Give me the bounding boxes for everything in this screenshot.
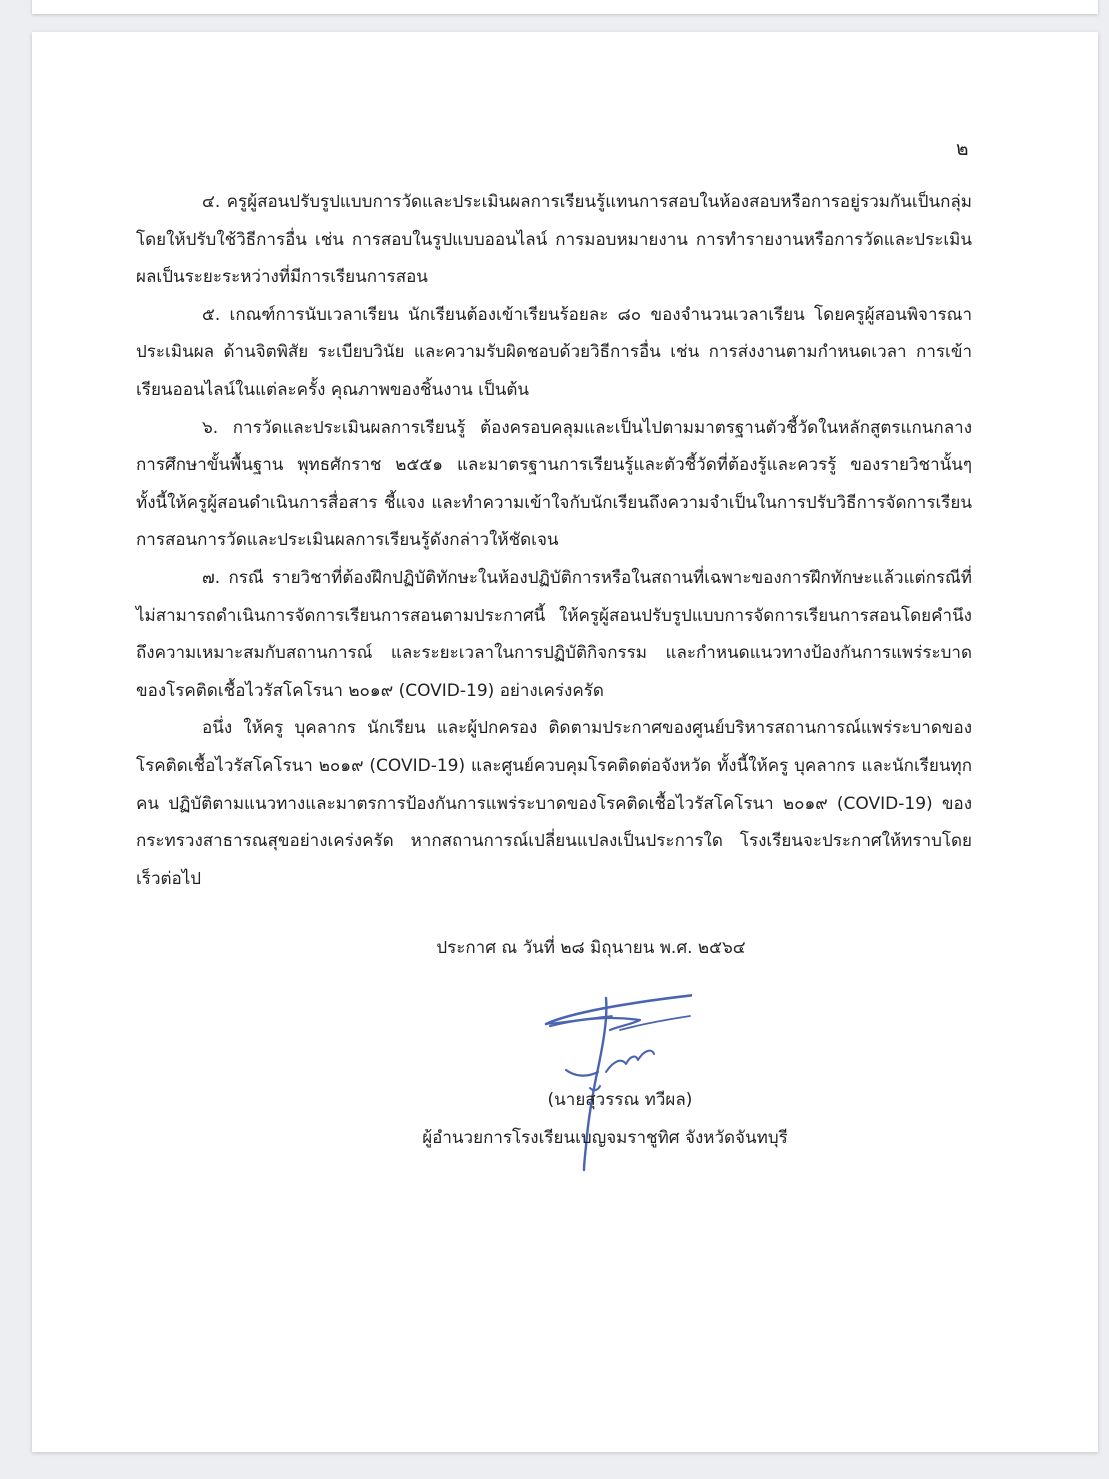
- document-page: [32, 32, 1098, 1452]
- previous-page-edge: [32, 0, 1098, 14]
- announcement-date: ประกาศ ณ วันที่ ๒๘ มิถุนายน พ.ศ. ๒๕๖๔: [436, 938, 746, 958]
- paragraph-closing: อนึ่ง ให้ครู บุคลากร นักเรียน และผู้ปกครอง ติดตามประกาศของศูนย์บริหารสถานการณ์แพร่ระบาดของโรคติดเชื้อไวรัสโคโรนา ๒๐๑๙ (COVID-19) และศูนย์ควบคุมโรคติดต่อจังหวัด ทั้งนี้ให้ครู บุคลากร และนักเรียนทุกคน ปฏิบัติตามแนวทางและมาตรการป้องกันการแพร่ระบาดของโรคติดเชื้อไวรัสโคโรนา ๒๐๑๙ (COVID-19) ของกระทรวงสาธารณสุขอย่างเคร่งครัด หากสถานการณ์เปลี่ยนแปลงเป็นประการใด โรงเรียนจะประกาศให้ทราบโดยเร็วต่อไป: [136, 718, 972, 889]
- paragraph-item-5: ๕. เกณฑ์การนับเวลาเรียน นักเรียนต้องเข้าเรียนร้อยละ ๘๐ ของจำนวนเวลาเรียน โดยครูผู้สอนพิจารณาประเมินผล ด้านจิตพิสัย ระเบียบวินัย และความรับผิดชอบด้วยวิธีการอื่น เช่น การส่งงานตามกำหนดเวลา การเข้าเรียนออนไลน์ในแต่ละครั้ง คุณภาพของชิ้นงาน เป็นต้น: [136, 304, 972, 400]
- signer-name-block: [32, 1086, 1098, 1113]
- paragraph-item-6: ๖. การวัดและประเมินผลการเรียนรู้ ต้องครอบคลุมและเป็นไปตามมาตรฐานตัวชี้วัดในหลักสูตรแกนกลางการศึกษาขั้นพื้นฐาน พุทธศักราช ๒๕๕๑ และมาตรฐานการเรียนรู้และตัวชี้วัดที่ต้องรู้และควรรู้ ของรายวิชานั้นๆ ทั้งนี้ให้ครูผู้สอนดำเนินการสื่อสาร ชี้แจง และทำความเข้าใจกับนักเรียนถึงความจำเป็นในการปรับวิธีการจัดการเรียนการสอนการวัดและประเมินผลการเรียนรู้ดังกล่าวให้ชัดเจน: [136, 417, 972, 551]
- signer-position: ผู้อำนวยการโรงเรียนเบญจมราชูทิศ จังหวัดจันทบุรี: [422, 1128, 788, 1148]
- announcement-date-block: [32, 934, 1098, 961]
- signer-position-block: [32, 1124, 1098, 1151]
- page-number: ๒: [956, 138, 970, 160]
- paragraph-item-4: ๔. ครูผู้สอนปรับรูปแบบการวัดและประเมินผลการเรียนรู้แทนการสอบในห้องสอบหรือการอยู่รวมกันเป็นกลุ่ม โดยให้ปรับใช้วิธีการอื่น เช่น การสอบในรูปแบบออนไลน์ การมอบหมายงาน การทำรายงานหรือการวัดและประเมินผลเป็นระยะระหว่างที่มีการเรียนการสอน: [136, 192, 972, 288]
- announcement-body: [136, 184, 972, 898]
- signature-stroke-tail: [606, 1051, 654, 1072]
- signature-stroke-hook: [566, 1070, 598, 1076]
- signer-name: (นายสุวรรณ ทวีผล): [547, 1090, 693, 1110]
- paragraph-item-7: ๗. กรณี รายวิชาที่ต้องฝึกปฏิบัติทักษะในห้องปฏิบัติการหรือในสถานที่เฉพาะของการฝึกทักษะแล้วแต่กรณีที่ไม่สามารถดำเนินการจัดการเรียนการสอนตามประกาศนี้ ให้ครูผู้สอนปรับรูปแบบการจัดการเรียนการสอนโดยคำนึงถึงความเหมาะสมกับสถานการณ์ และระยะเวลาในการปฏิบัติกิจกรรม และกำหนดแนวทางป้องกันการแพร่ระบาดของโรคติดเชื้อไวรัสโคโรนา ๒๐๑๙ (COVID-19) อย่างเคร่งครัด: [136, 567, 972, 701]
